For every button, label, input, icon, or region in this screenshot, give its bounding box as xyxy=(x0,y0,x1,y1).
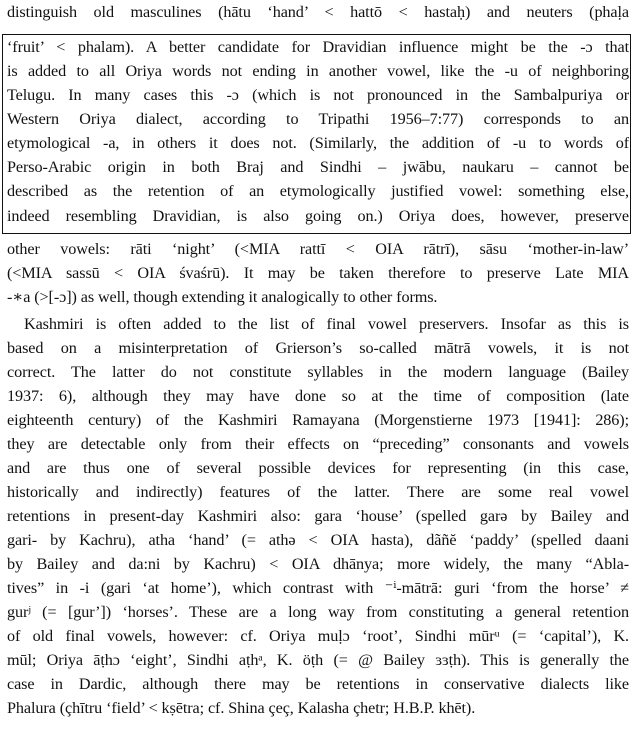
text-line: mūl; Oriya āṭhɔ ‘eight’, Sindhi aṭhᵃ, K. öṭh (= @ Bailey ɜɜṭh). This is generally the xyxy=(7,651,629,669)
text-line: correct. The latter do not constitute syllables in the modern language (Bailey xyxy=(7,363,629,381)
text-line: case in Dardic, although there may be retentions in conservative dialects like xyxy=(7,675,629,693)
text-line: of old final vowels, however: cf. Oriya muḷɔ ‘root’, Sindhi mūrᵘ (= ‘capital’), K. xyxy=(7,627,629,645)
text-line: Western Oriya dialect, according to Tripathi 1956–7:77) corresponds to an xyxy=(7,110,629,128)
text-line: 1937: 6), although they may have done so at the time of composition (late xyxy=(7,387,629,405)
text-line: is added to all Oriya words not ending in another vowel, like the -u of neighboring xyxy=(7,62,629,80)
text-line: and are thus one of several possible devices for representing (in this case, xyxy=(7,459,629,477)
text-line: -∗a (>[-ɔ]) as well, though extending it analogically to other forms. xyxy=(7,288,438,306)
text-line: Phalura (çhītru ‘field’ < kṣētra; cf. Shina çeç, Kalasha çhetr; H.B.P. khēt). xyxy=(7,699,476,717)
text-line: gurʲ (= [gur’]) ‘horses’. These are a long way from constituting a general retention xyxy=(7,603,629,621)
text-line: historically and indirectly) features of the latter. There are some real vowel xyxy=(7,483,629,501)
text-line: ‘fruit’ < phalam). A better candidate for Dravidian influence might be the -ɔ that xyxy=(7,38,629,56)
text-line: described as the retention of an etymologically justified vowel: something else, xyxy=(7,182,629,200)
text-line: Perso-Arabic origin in both Braj and Sindhi – jwābu, naukaru – cannot be xyxy=(7,158,629,176)
text-line: Telugu. In many cases this -ɔ (which is not pronounced in the Sambalpuriya or xyxy=(7,86,629,104)
text-line: distinguish old masculines (hātu ‘hand’ < hattō < hastaḥ) and neuters (phaḷa xyxy=(7,3,629,21)
text-line: by Bailey and da:ni by Kachru) < OIA dhānya; more widely, the many “Abla- xyxy=(7,555,629,573)
text-line: eighteenth century) of the Kashmiri Ramayana (Morgenstierne 1973 [1941]: 286); xyxy=(7,411,629,429)
text-line: Kashmiri is often added to the list of final vowel preservers. Insofar as this is xyxy=(24,315,629,333)
text-line: other vowels: rāti ‘night’ (<MIA rattī < OIA rātrī), sāsu ‘mother-in-law’ xyxy=(7,240,629,258)
text-line: based on a misinterpretation of Grierson’s so-called mātrā vowels, it is not xyxy=(7,339,629,357)
text-line: (<MIA sassū < OIA śvaśrū). It may be taken therefore to preserve Late MIA xyxy=(7,264,629,282)
text-line: gari- by Kachru), atha ‘hand’ (= athə < OIA hasta), dãñĕ ‘paddy’ (spelled daani xyxy=(7,531,629,549)
text-line: tives” in -i (gari ‘at home’), which contrast with ⁻ⁱ-mātrā: guri ‘from the horse’ ≠ xyxy=(7,579,629,597)
text-line: etymological -a, in others it does not. (Similarly, the addition of -u to words of xyxy=(7,134,629,152)
text-line: retentions in present-day Kashmiri also: gara ‘house’ (spelled garə by Bailey and xyxy=(7,507,629,525)
text-line: indeed resembling Dravidian, is also going on.) Oriya does, however, preserve xyxy=(7,207,629,225)
text-line: they are detectable only from their effects on “preceding” consonants and vowels xyxy=(7,435,629,453)
